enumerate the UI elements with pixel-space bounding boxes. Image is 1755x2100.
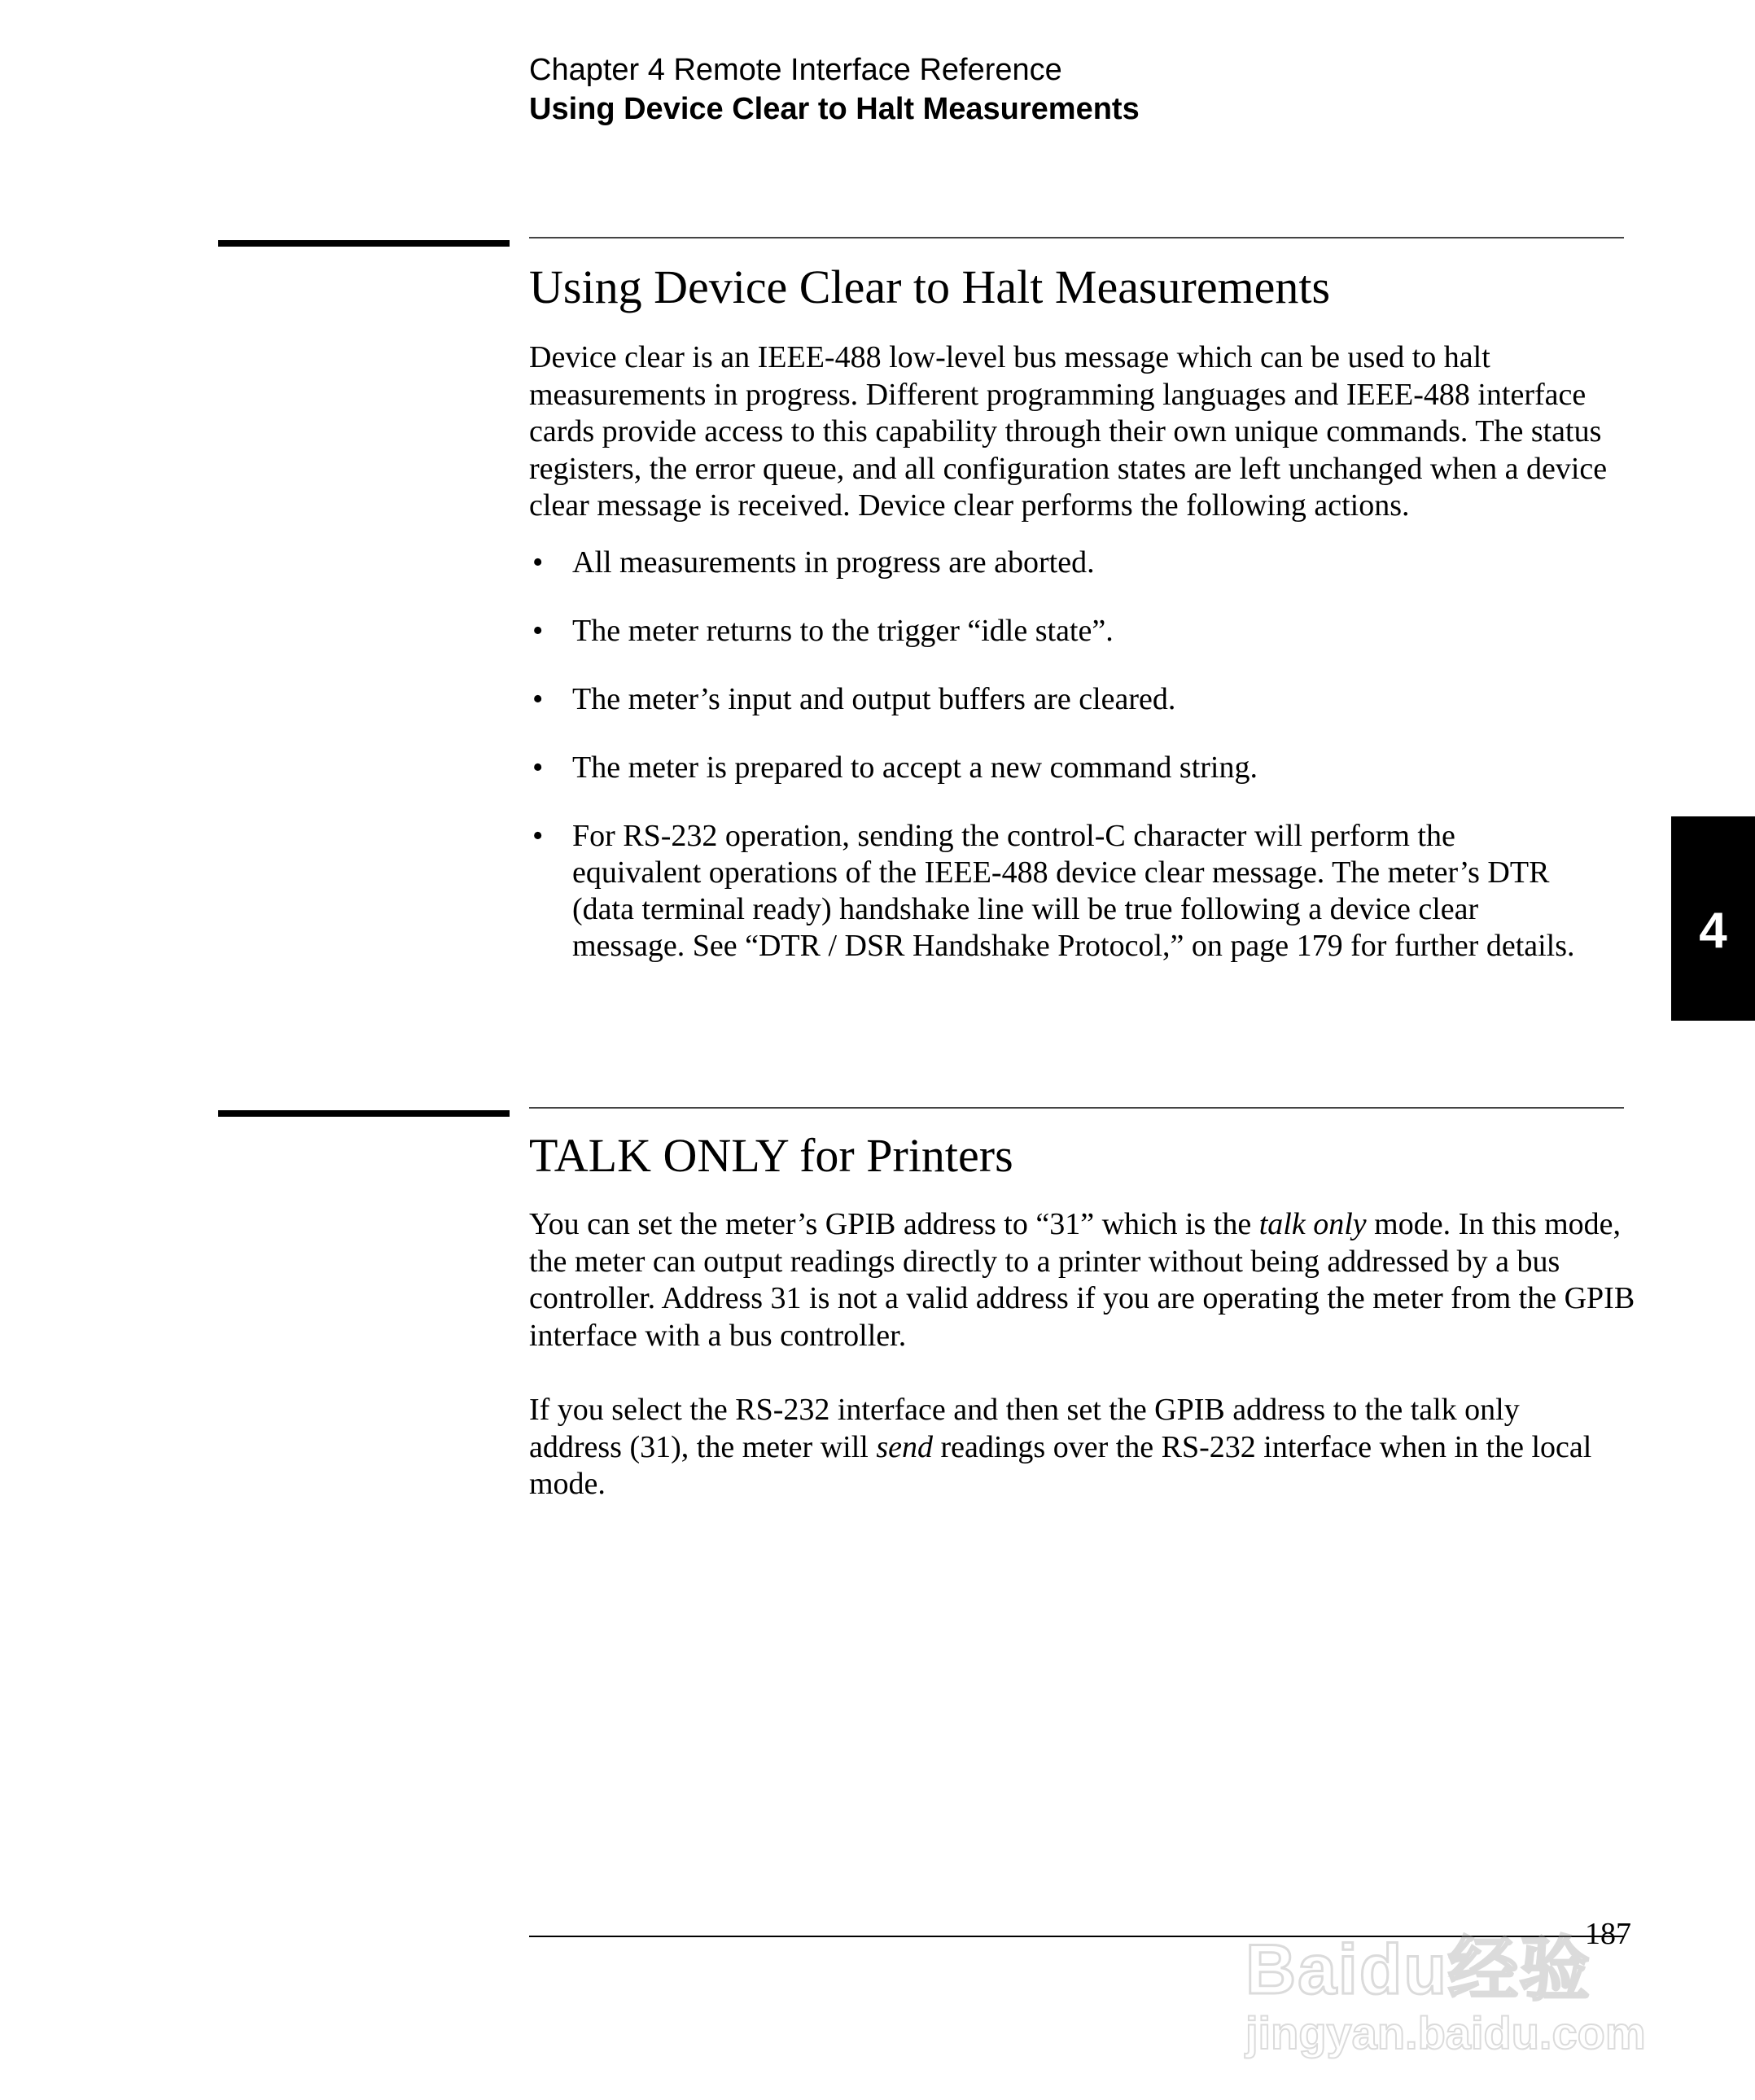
bullet-item: • The meter is prepared to accept a new command string. [532, 750, 1258, 785]
section1-thin-rule [529, 237, 1624, 238]
section1-title: Using Device Clear to Halt Measurements [529, 260, 1331, 313]
section-device-clear [529, 259, 1636, 996]
running-header [529, 50, 1140, 129]
bullet-dot: • [532, 818, 544, 853]
bullet-item: • All measurements in progress are aborted. [532, 545, 1095, 580]
header-section: Using Device Clear to Halt Measurements [529, 92, 1140, 126]
watermark-main-text: Baidu经验 [1245, 1931, 1591, 2009]
section1-paragraph: Device clear is an IEEE-488 low-level bus message which can be used to halt measurements in progress. Different programming languages and IEEE-488 interface cards provide access to this capability through their own unique commands. The status registers, the error queue, and all configuration states are left unchanged when a device clear message is received. Device clear performs the following actions. [529, 340, 1608, 523]
section2-thin-rule [529, 1107, 1624, 1109]
section1-bullet-list [529, 545, 1636, 965]
bullet-dot: • [532, 681, 544, 716]
bullet-item: • The meter’s input and output buffers are cleared. [532, 681, 1176, 716]
section2-paragraph-1: You can set the meter’s GPIB address to “31” which is the talk only mode. In this mode, the meter can output readings directly to a printer without being addressed by a bus controller. Address 31 is not a valid address if you are operating the meter from the GPIB interface with a bus controller. [529, 1207, 1635, 1353]
section2-thick-rule [218, 1110, 510, 1117]
section1-thick-rule [218, 240, 510, 247]
watermark-sub-text: jingyan.baidu.com [1245, 2007, 1646, 2058]
bullet-dot: • [532, 545, 544, 580]
bullet-dot: • [532, 750, 544, 785]
bullet-item: • The meter returns to the trigger “idle state”. [532, 613, 1114, 648]
section-talk-only [529, 1127, 1636, 1503]
header-chapter: Chapter 4 Remote Interface Reference [529, 53, 1062, 87]
section2-title: TALK ONLY for Printers [529, 1129, 1013, 1182]
chapter-tab: 4 [1671, 816, 1755, 1021]
page-number: 187 [1585, 1917, 1631, 1951]
bullet-item: • For RS-232 operation, sending the control-C character will perform the equivalent operations of the IEEE-488 device clear message. The meter’s DTR (data terminal ready) handshake line will be true following a device clear message. See “DTR / DSR Handshake Protocol,” on page 179 for further details. [532, 818, 1575, 963]
section2-paragraph-2: If you select the RS-232 interface and then set the GPIB address to the talk only address (31), the meter will send readings over the RS-232 interface when in the local mode. [529, 1393, 1592, 1501]
bullet-dot: • [532, 613, 544, 648]
baidu-watermark [1245, 1835, 1652, 2072]
